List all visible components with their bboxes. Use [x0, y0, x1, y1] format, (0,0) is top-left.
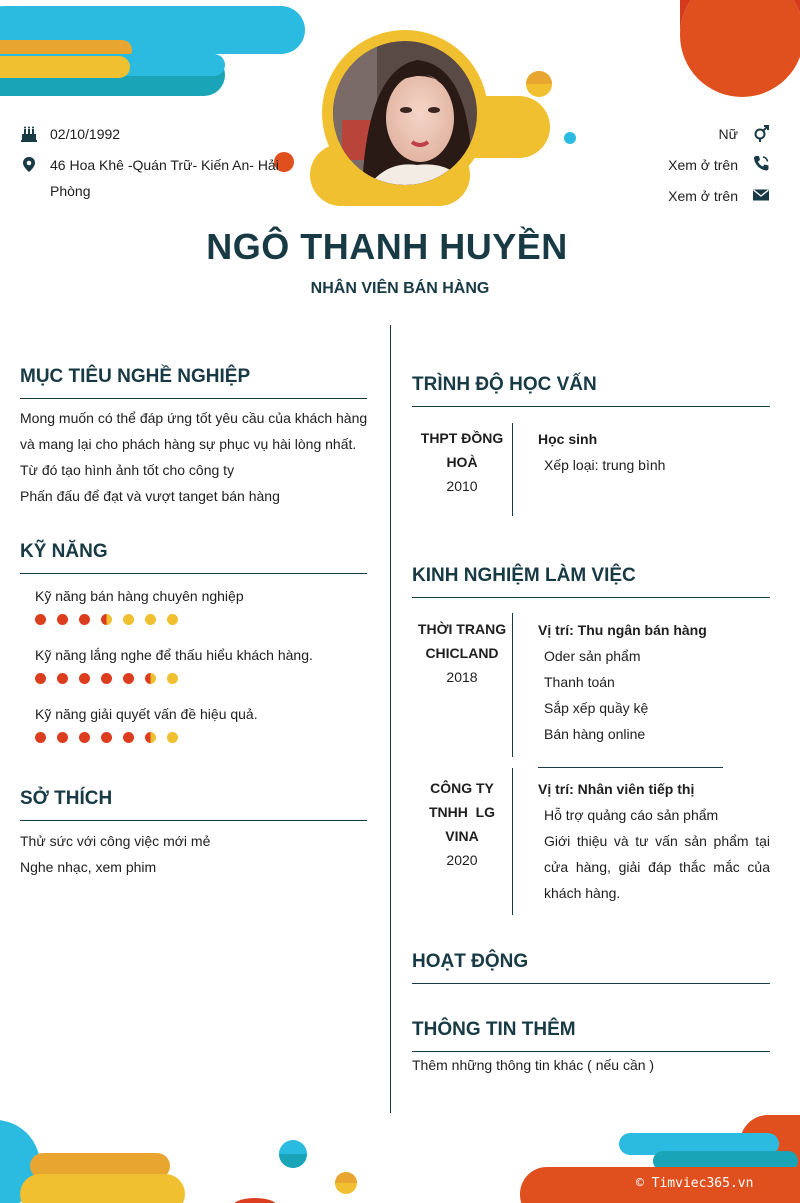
- job-2-task-2: Giới thiệu và tư vấn sản phẩm tại: [544, 833, 770, 849]
- job-2-divider: [512, 768, 513, 915]
- objective-line-4: Phấn đấu để đạt và vượt tanget bán hàng: [20, 488, 280, 504]
- objective-line-2: và mang lại cho phách hàng sự phục vụ hài lòng nhất.: [20, 436, 357, 452]
- gender-text: Nữ: [718, 126, 738, 142]
- job-1-role: Vị trí: Thu ngân bán hàng: [538, 622, 707, 638]
- candidate-name: NGÔ THANH HUYỀN: [206, 226, 568, 267]
- education-school-line-2: HOÀ: [446, 454, 478, 470]
- skill-dot: [123, 732, 134, 743]
- extra-info-text: Thêm những thông tin khác ( nếu cần ): [412, 1057, 655, 1073]
- skill-dot: [145, 673, 156, 684]
- skill-dot: [101, 673, 112, 684]
- candidate-position: NHÂN VIÊN BÁN HÀNG: [310, 280, 490, 297]
- education-year: 2010: [446, 478, 478, 494]
- avatar: [322, 30, 488, 196]
- phone-text: Xem ở trên: [668, 157, 738, 173]
- extra-info-title: THÔNG TIN THÊM: [412, 1019, 770, 1052]
- education-divider: [512, 423, 513, 516]
- skill-name-2: Kỹ năng lắng nghe để thấu hiểu khách hàng.: [35, 647, 313, 663]
- job-2-task-4: khách hàng.: [544, 885, 621, 901]
- job-1-task-2: Thanh toán: [544, 674, 615, 690]
- skill-dot: [79, 614, 90, 625]
- education-role: Học sinh: [538, 431, 598, 447]
- skill-dot: [145, 614, 156, 625]
- skill-dot: [101, 732, 112, 743]
- skill-dot: [57, 614, 68, 625]
- job-1-divider: [512, 613, 513, 757]
- skill-dot: [145, 732, 156, 743]
- education-title: TRÌNH ĐỘ HỌC VẤN: [412, 374, 770, 407]
- skill-dot: [167, 732, 178, 743]
- address-line-1: 46 Hoa Khê -Quán Trữ- Kiến An- Hải: [50, 157, 279, 173]
- objective-line-3: Từ đó tạo hình ảnh tốt cho công ty: [20, 462, 235, 478]
- top-right-decoration: [660, 0, 800, 110]
- envelope-icon: [752, 186, 770, 204]
- job-1-year: 2018: [446, 669, 478, 685]
- objective-title: MỤC TIÊU NGHỀ NGHIỆP: [20, 366, 367, 399]
- skill-dot: [167, 673, 178, 684]
- hobby-line-2: Nghe nhạc, xem phim: [20, 859, 157, 875]
- job-1-task-3: Sắp xếp quầy kệ: [544, 700, 649, 716]
- skill-dot: [35, 732, 46, 743]
- skill-dot: [57, 673, 68, 684]
- job-2-company-line-1: CÔNG TY: [430, 780, 494, 796]
- gender-icon: [752, 124, 770, 142]
- experience-title: KINH NGHIỆM LÀM VIỆC: [412, 565, 770, 598]
- column-divider: [390, 325, 391, 1113]
- education-school-line-1: THPT ĐỒNG: [420, 430, 504, 446]
- job-2-task-3: cửa hàng, giải đáp thắc mắc của: [544, 859, 770, 875]
- job-2-company-line-3: VINA: [445, 828, 479, 844]
- skill-dot: [101, 614, 112, 625]
- skill-dot: [57, 732, 68, 743]
- birthday-text: 02/10/1992: [50, 126, 121, 142]
- skills-title: KỸ NĂNG: [20, 541, 367, 574]
- phone-icon: [752, 154, 770, 172]
- skill-rating-2: [35, 673, 178, 684]
- skill-dot: [35, 673, 46, 684]
- job-1-task-1: Oder sản phẩm: [544, 648, 641, 664]
- education-detail: Xếp loại: trung bình: [544, 457, 666, 473]
- job-2-company-line-2: TNHH LG: [428, 804, 496, 820]
- job-2-year: 2020: [446, 852, 478, 868]
- activities-title: HOẠT ĐỘNG: [412, 951, 770, 984]
- skill-rating-3: [35, 732, 178, 743]
- bottom-left-decoration: [0, 1110, 360, 1203]
- hobbies-title: SỞ THÍCH: [20, 788, 367, 821]
- skill-rating-1: [35, 614, 178, 625]
- job-1-company-line-1: THỜI TRANG: [417, 621, 507, 637]
- birthday-cake-icon: [20, 125, 38, 143]
- skill-dot: [123, 673, 134, 684]
- top-left-decoration: [0, 0, 320, 100]
- skill-name-1: Kỹ năng bán hàng chuyên nghiệp: [35, 588, 244, 604]
- job-2-role: Vị trí: Nhân viên tiếp thị: [538, 781, 695, 797]
- hobby-line-1: Thử sức với công việc mới mẻ: [20, 833, 211, 849]
- footer-credit: © Timviec365.vn: [636, 1176, 754, 1191]
- objective-line-1: Mong muốn có thể đáp ứng tốt yêu cầu của khách hàng: [20, 410, 368, 426]
- skill-dot: [167, 614, 178, 625]
- job-separator: [538, 767, 723, 768]
- skill-dot: [123, 614, 134, 625]
- map-pin-icon: [20, 156, 38, 174]
- email-text: Xem ở trên: [668, 188, 738, 204]
- skill-dot: [35, 614, 46, 625]
- job-1-company-line-2: CHICLAND: [425, 645, 499, 661]
- job-2-task-1: Hỗ trợ quảng cáo sản phẩm: [544, 807, 719, 823]
- job-1-task-4: Bán hàng online: [544, 726, 646, 742]
- skill-name-3: Kỹ năng giải quyết vấn đề hiệu quả.: [35, 706, 258, 722]
- skill-dot: [79, 673, 90, 684]
- skill-dot: [79, 732, 90, 743]
- address-line-2: Phòng: [50, 183, 91, 199]
